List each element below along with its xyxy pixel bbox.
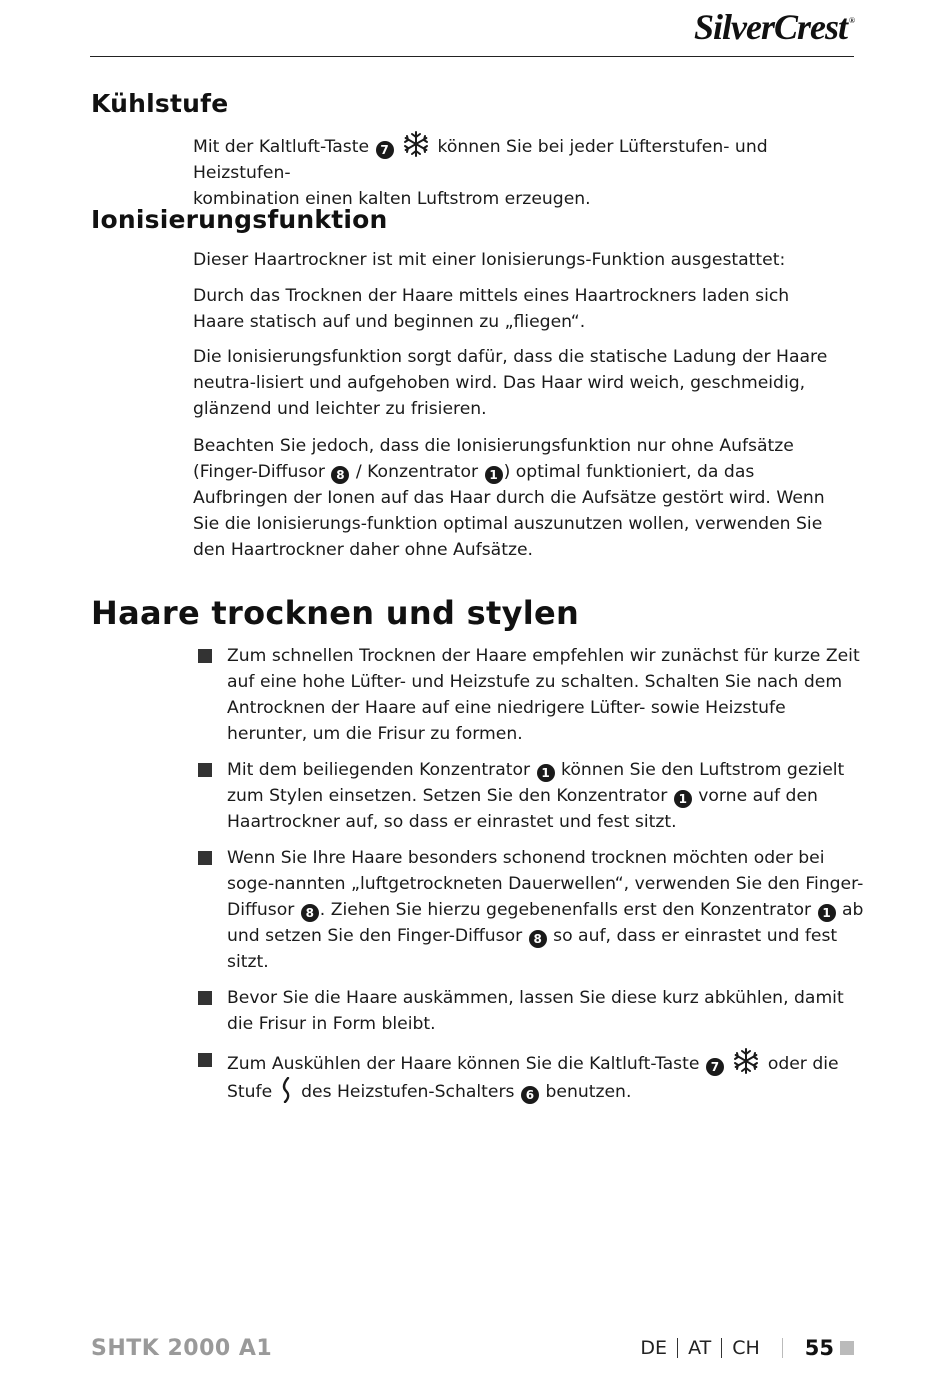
heading-ionisierung: Ionisierungsfunktion [91, 205, 388, 234]
bullet-square-icon [198, 1053, 212, 1067]
bullet-list [198, 643, 868, 1115]
snowflake-icon [402, 130, 430, 158]
number-6-icon: 6 [521, 1086, 539, 1104]
footer-divider [677, 1338, 678, 1358]
number-1-icon: 1 [485, 466, 503, 484]
number-8-icon: 8 [301, 904, 319, 922]
number-8-icon: 8 [331, 466, 349, 484]
number-1-icon: 1 [537, 764, 555, 782]
bullet-square-icon [198, 649, 212, 663]
number-8-icon: 8 [529, 930, 547, 948]
paragraph-ionisierung-2: Durch das Trocknen der Haare mittels eines Haartrockners laden sich Haare statisch auf und beginnen zu „fliegen“. [193, 286, 790, 332]
footer-divider [721, 1338, 722, 1358]
list-item: Zum schnellen Trocknen der Haare empfehlen wir zunächst für kurze Zeit auf eine hohe Lüfter- und Heizstufe zu schalten. Schalten Sie nach dem Antrocknen der Haare auf eine niedrigere Lüfter- sowie Heizstufe herunter, um die Frisur zu formen. [198, 643, 868, 747]
footer-right [640, 1336, 854, 1360]
page-number: 55 [804, 1336, 834, 1360]
footer-model: SHTK 2000 A1 [91, 1336, 273, 1361]
country-de: DE [640, 1337, 668, 1359]
paragraph-kuehlstufe: Mit der Kaltluft-Taste 7 können Sie bei jeder Lüfterstufen- und Heizstufen- kombination einen kalten Luftstrom erzeugen. [193, 130, 853, 212]
registered-mark: ® [849, 16, 854, 25]
header-rule [90, 56, 854, 57]
heat-wave-icon [282, 1077, 292, 1103]
list-item: Mit dem beiliegenden Konzentrator 1 können Sie den Luftstrom gezielt zum Stylen einsetzen. Setzen Sie den Konzentrator 1 vorne auf den Haartrockner auf, so dass er einrastet und fest sitzt. [198, 757, 868, 835]
number-7-icon: 7 [376, 141, 394, 159]
snowflake-icon [732, 1047, 760, 1075]
page-square-icon [840, 1341, 854, 1355]
number-1-icon: 1 [818, 904, 836, 922]
heading-kuehlstufe: Kühlstufe [91, 89, 229, 118]
brand-logo: SilverCrest ® [694, 7, 854, 47]
list-item: Wenn Sie Ihre Haare besonders schonend trocknen möchten oder bei soge-nannten „luftgetrockneten Dauerwellen“, verwenden Sie den Finger-Diffusor 8 . Ziehen Sie hierzu gegebenenfalls erst den Konzentrator 1 ab und setzen Sie den Finger-Diffusor 8 so auf, dass er einrastet und fest sitzt. [198, 845, 868, 975]
number-1-icon: 1 [674, 790, 692, 808]
paragraph-ionisierung-3: Die Ionisierungsfunktion sorgt dafür, dass die statische Ladung der Haare neutra-lisiert und aufgehoben wird. Das Haar wird weich, geschmeidig, glänzend und leichter zu frisieren. [193, 347, 828, 419]
heading-trocknen: Haare trocknen und stylen [91, 594, 580, 632]
country-ch: CH [732, 1337, 760, 1359]
bullet-square-icon [198, 851, 212, 865]
bullet-square-icon [198, 763, 212, 777]
country-at: AT [688, 1337, 712, 1359]
list-item: Zum Auskühlen der Haare können Sie die Kaltluft-Taste 7 oder die Stufe des Heizstufen-Schalters 6 benutzen. [198, 1047, 868, 1105]
number-7-icon: 7 [706, 1058, 724, 1076]
footer-divider [782, 1338, 783, 1358]
paragraph-ionisierung-4: Beachten Sie jedoch, dass die Ionisierungsfunktion nur ohne Aufsätze (Finger-Diffusor 8 / Konzentrator 1 ) optimal funktioniert, da das Aufbringen der Ionen auf das Haar durch die Aufsätze gestört wird. Wenn Sie die Ionisierungs-funktion optimal auszunutzen wollen, verwenden Sie den Haartrockner daher ohne Aufsätze. [193, 436, 825, 560]
list-item: Bevor Sie die Haare auskämmen, lassen Sie diese kurz abkühlen, damit die Frisur in Form bleibt. [198, 985, 868, 1037]
paragraph-ionisierung-1: Dieser Haartrockner ist mit einer Ionisierungs-Funktion ausgestattet: [193, 250, 786, 270]
bullet-square-icon [198, 991, 212, 1005]
